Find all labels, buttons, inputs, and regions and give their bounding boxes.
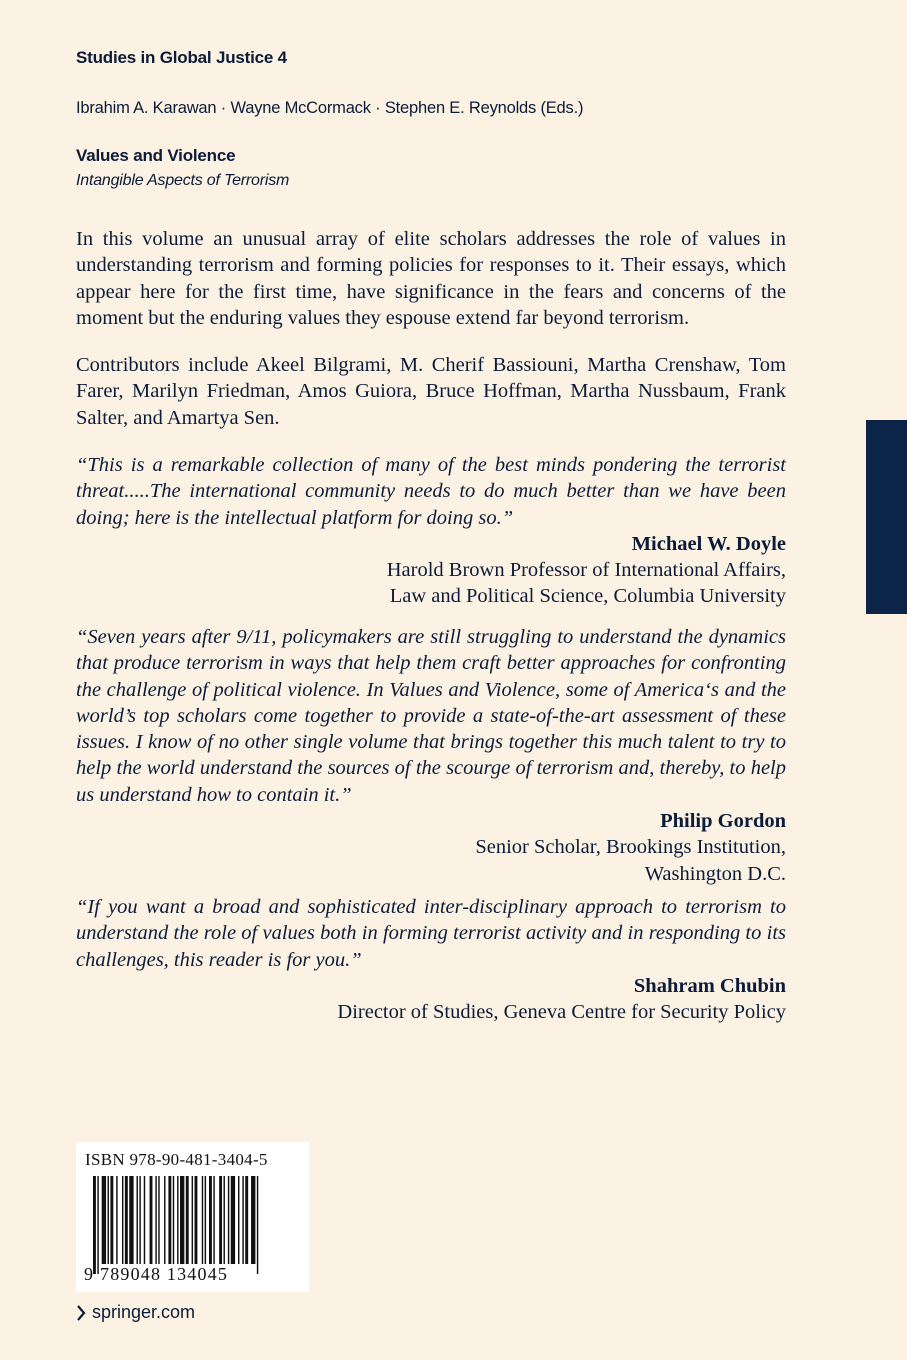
barcode-bar xyxy=(173,1176,174,1264)
description-paragraph: In this volume an unusual array of elite scholars addresses the role of values in understanding terrorism and forming policies for responses to it. Their essays, which appear here for the first time, have significance in the fears and concerns of the moment but the enduring values they espouse extend far beyond terrorism. xyxy=(76,228,786,329)
endorsement xyxy=(76,624,786,887)
barcode-bar xyxy=(139,1176,140,1264)
barcode-bar xyxy=(168,1176,171,1264)
barcode-bar xyxy=(251,1176,255,1264)
endorsement-quote: “This is a remarkable collection of many of the best minds pondering the terrorist threat.....The international community needs to do much better than we have been doing; here is the intellectual platform for doing so.” xyxy=(76,454,786,529)
barcode-bar xyxy=(97,1176,98,1274)
endorsement-attribution xyxy=(76,531,786,610)
endorsement xyxy=(76,452,786,610)
endorser-name: Shahram Chubin xyxy=(633,974,786,997)
barcode-bar xyxy=(245,1176,248,1264)
barcode-bar xyxy=(150,1176,153,1264)
endorsement-attribution xyxy=(76,973,786,1026)
barcode-bar xyxy=(224,1176,225,1264)
barcode-bar xyxy=(129,1176,133,1264)
barcode-bar xyxy=(257,1176,258,1274)
series-title: Studies in Global Justice 4 xyxy=(76,48,287,67)
endorser-role: Law and Political Science, Columbia University xyxy=(389,585,786,608)
barcode-bar xyxy=(202,1176,203,1264)
barcode-bar xyxy=(180,1176,184,1264)
book-title: Values and Violence xyxy=(76,146,236,165)
barcode-bar xyxy=(219,1176,222,1264)
chevron-right-icon xyxy=(76,1305,86,1321)
isbn-label: ISBN 978-90-481-3404-5 xyxy=(85,1150,268,1169)
barcode-bar xyxy=(116,1176,117,1264)
barcode xyxy=(76,1142,309,1292)
endorser-name: Philip Gordon xyxy=(660,810,786,833)
barcode-bar xyxy=(195,1176,198,1264)
spine-color-tab xyxy=(866,420,907,614)
barcode-bar xyxy=(192,1176,193,1264)
barcode-bar xyxy=(231,1176,235,1264)
endorsement xyxy=(76,894,786,1025)
barcode-digit-groups: 789048 134045 xyxy=(100,1264,229,1284)
barcode-bar xyxy=(164,1176,165,1264)
endorser-role: Washington D.C. xyxy=(644,862,786,885)
barcode-bar xyxy=(158,1176,159,1264)
barcode-first-digit: 9 xyxy=(84,1264,95,1284)
publisher-link[interactable] xyxy=(76,1302,195,1323)
barcode-bar xyxy=(242,1176,243,1264)
publisher-url: springer.com xyxy=(92,1302,196,1322)
barcode-bar xyxy=(137,1176,138,1264)
barcode-bar xyxy=(122,1176,123,1264)
barcode-bar xyxy=(108,1176,109,1264)
barcode-bar xyxy=(186,1176,189,1264)
endorser-role: Harold Brown Professor of International Affairs, xyxy=(386,559,786,582)
barcode-bar xyxy=(177,1176,178,1264)
endorsement-attribution xyxy=(76,808,786,887)
barcode-bar xyxy=(155,1176,156,1264)
barcode-bar xyxy=(228,1176,229,1264)
endorser-name: Michael W. Doyle xyxy=(631,532,786,555)
contributors-paragraph: Contributors include Akeel Bilgrami, M. Cherif Bassiouni, Martha Crenshaw, Tom Farer, Marilyn Friedman, Amos Guiora, Bruce Hoffman, Martha Nussbaum, Frank Salter, and Amartya Sen. xyxy=(76,354,786,429)
endorsement-quote: “Seven years after 9/11, policymakers are still struggling to understand the dynamics that produce terrorism in ways that help them craft better approaches for confronting the challenge of political violence. In Values and Violence, some of America‘s and the world’s top scholars come together to provide a state-of-the-art assessment of these issues. I know of no other single volume that brings together this much talent to try to help the world understand the sources of the scourge of terrorism and, thereby, to help us understand how to contain it.” xyxy=(76,626,786,806)
endorsement-quote: “If you want a broad and sophisticated inter-disciplinary approach to terrorism to understand the role of values both in forming terrorist activity and in responding to its challenges, this reader is for you.” xyxy=(76,896,786,971)
barcode-bar xyxy=(213,1176,214,1264)
barcode-bar xyxy=(102,1176,106,1264)
barcode-bar xyxy=(238,1176,239,1264)
barcode-bar xyxy=(110,1176,113,1264)
endorser-role: Director of Studies, Geneva Centre for Security Policy xyxy=(337,1001,786,1024)
barcode-bar xyxy=(209,1176,212,1264)
barcode-bar xyxy=(205,1176,206,1264)
editors: Ibrahim A. Karawan · Wayne McCormack · Stephen E. Reynolds (Eds.) xyxy=(76,99,584,117)
barcode-bar xyxy=(93,1176,96,1274)
book-subtitle: Intangible Aspects of Terrorism xyxy=(76,172,290,189)
barcode-bar xyxy=(144,1176,145,1264)
endorser-role: Senior Scholar, Brookings Institution, xyxy=(475,836,786,859)
barcode-bar xyxy=(125,1176,128,1264)
